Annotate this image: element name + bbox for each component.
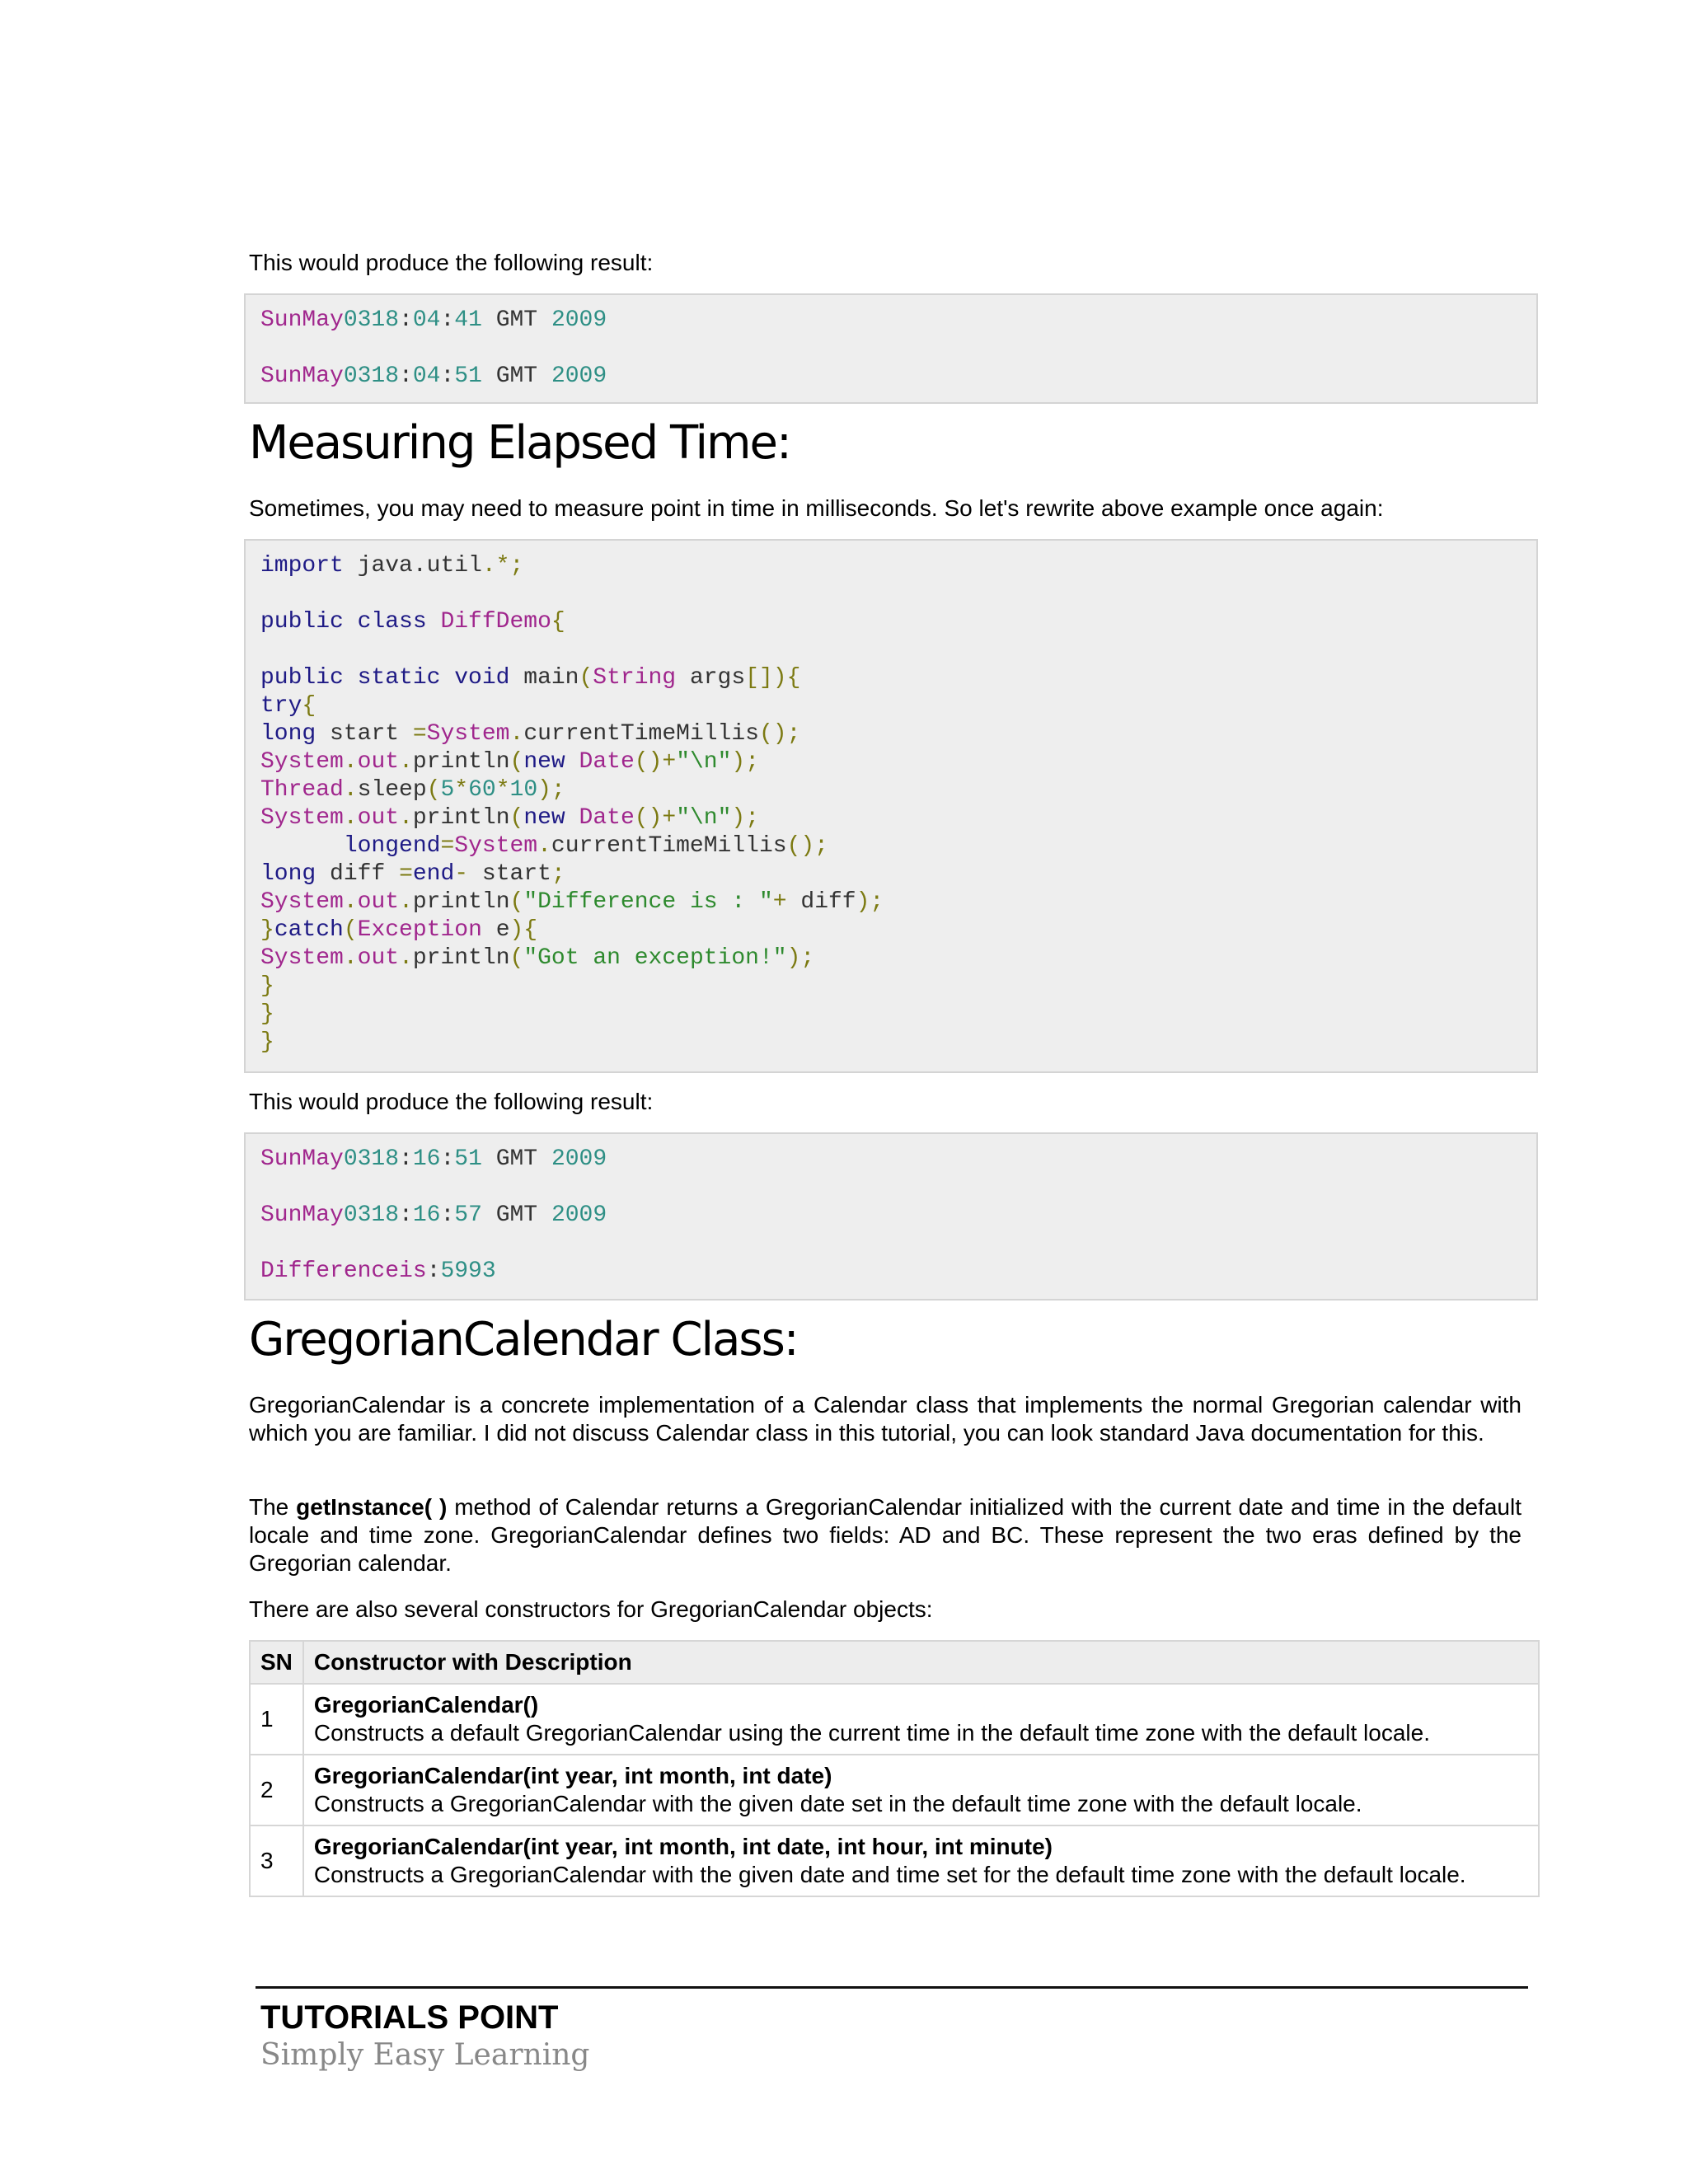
constructor-desc: Constructs a GregorianCalendar with the given date and time set for the default time zone with the default locale. [313,1862,1466,1887]
gregorian-para-2 [249,1493,1522,1577]
constructor-desc: Constructs a default GregorianCalendar using the current time in the default time zone with the default locale. [313,1720,1430,1746]
row-sn: 1 [250,1684,303,1755]
footer-divider [256,1986,1528,1989]
elapsed-intro: Sometimes, you may need to measure point in time in milliseconds. So let's rewrite above example once again: [249,495,1384,521]
output-line: SunMay0318:04:51 GMT 2009 [260,363,607,389]
header-sn: SN [250,1641,303,1684]
row-constructor [303,1755,1539,1825]
constructor-title: GregorianCalendar() [313,1692,539,1718]
table-row [250,1755,1539,1825]
constructors-table [249,1640,1540,1897]
header-constructor: Constructor with Description [303,1641,1539,1684]
table-row [250,1684,1539,1755]
gregorian-para-3: There are also several constructors for GregorianCalendar objects: [249,1596,933,1622]
row-sn: 2 [250,1755,303,1825]
gregorian-para-1: GregorianCalendar is a concrete implementation of a Calendar class that implements the normal Gregorian calendar with which you are familiar. I did not discuss Calendar class in this tutorial, you can look standard Java documentation for this. [249,1392,1522,1446]
output-block-2 [244,1132,1538,1301]
code-block-diffdemo: import java.util.*; public class DiffDemo{ public static void main(String args[]){ try{ long start =System.currentTimeMillis(); System.out.println(new Date()+"\n"); Thread.sleep(5*60*10); System.out.println(new Date()+"\n"); longend=System.currentTimeMillis(); long diff =end- start; System.out.println("Difference is : "+ diff); }catch(Exception e){ System.out.println("Got an exception!"); } } } [244,539,1538,1073]
row-constructor [303,1684,1539,1755]
result-intro-1: This would produce the following result: [249,250,654,275]
constructor-title: GregorianCalendar(int year, int month, int date) [313,1763,832,1788]
row-constructor [303,1825,1539,1896]
constructor-desc: Constructs a GregorianCalendar with the given date set in the default time zone with the default locale. [313,1791,1362,1816]
constructor-title: GregorianCalendar(int year, int month, int date, int hour, int minute) [313,1834,1053,1859]
output-line: SunMay0318:16:51 GMT 2009 [260,1146,607,1172]
output-line: SunMay0318:04:41 GMT 2009 [260,307,607,333]
output-line: Differenceis:5993 [260,1258,496,1284]
footer-brand: TUTORIALS POINT [260,1999,559,2036]
getinstance-method: getInstance( ) [296,1494,448,1520]
heading-gregoriancalendar-class: GregorianCalendar Class: [249,1313,798,1366]
para2-suffix: method of Calendar returns a GregorianCalendar initialized with the current date and time in the default locale and time zone. GregorianCalendar defines two fields: AD and BC. These represent the two eras defined by the Gregorian calendar. [249,1494,1522,1576]
output-line: SunMay0318:16:57 GMT 2009 [260,1202,607,1228]
row-sn: 3 [250,1825,303,1896]
table-header-row [250,1641,1539,1684]
footer-tagline: Simply Easy Learning [260,2038,590,2072]
result-intro-2: This would produce the following result: [249,1089,654,1114]
output-block-1 [244,293,1538,404]
para2-prefix: The [249,1494,297,1520]
heading-measuring-elapsed-time: Measuring Elapsed Time: [249,416,790,470]
table-row [250,1825,1539,1896]
